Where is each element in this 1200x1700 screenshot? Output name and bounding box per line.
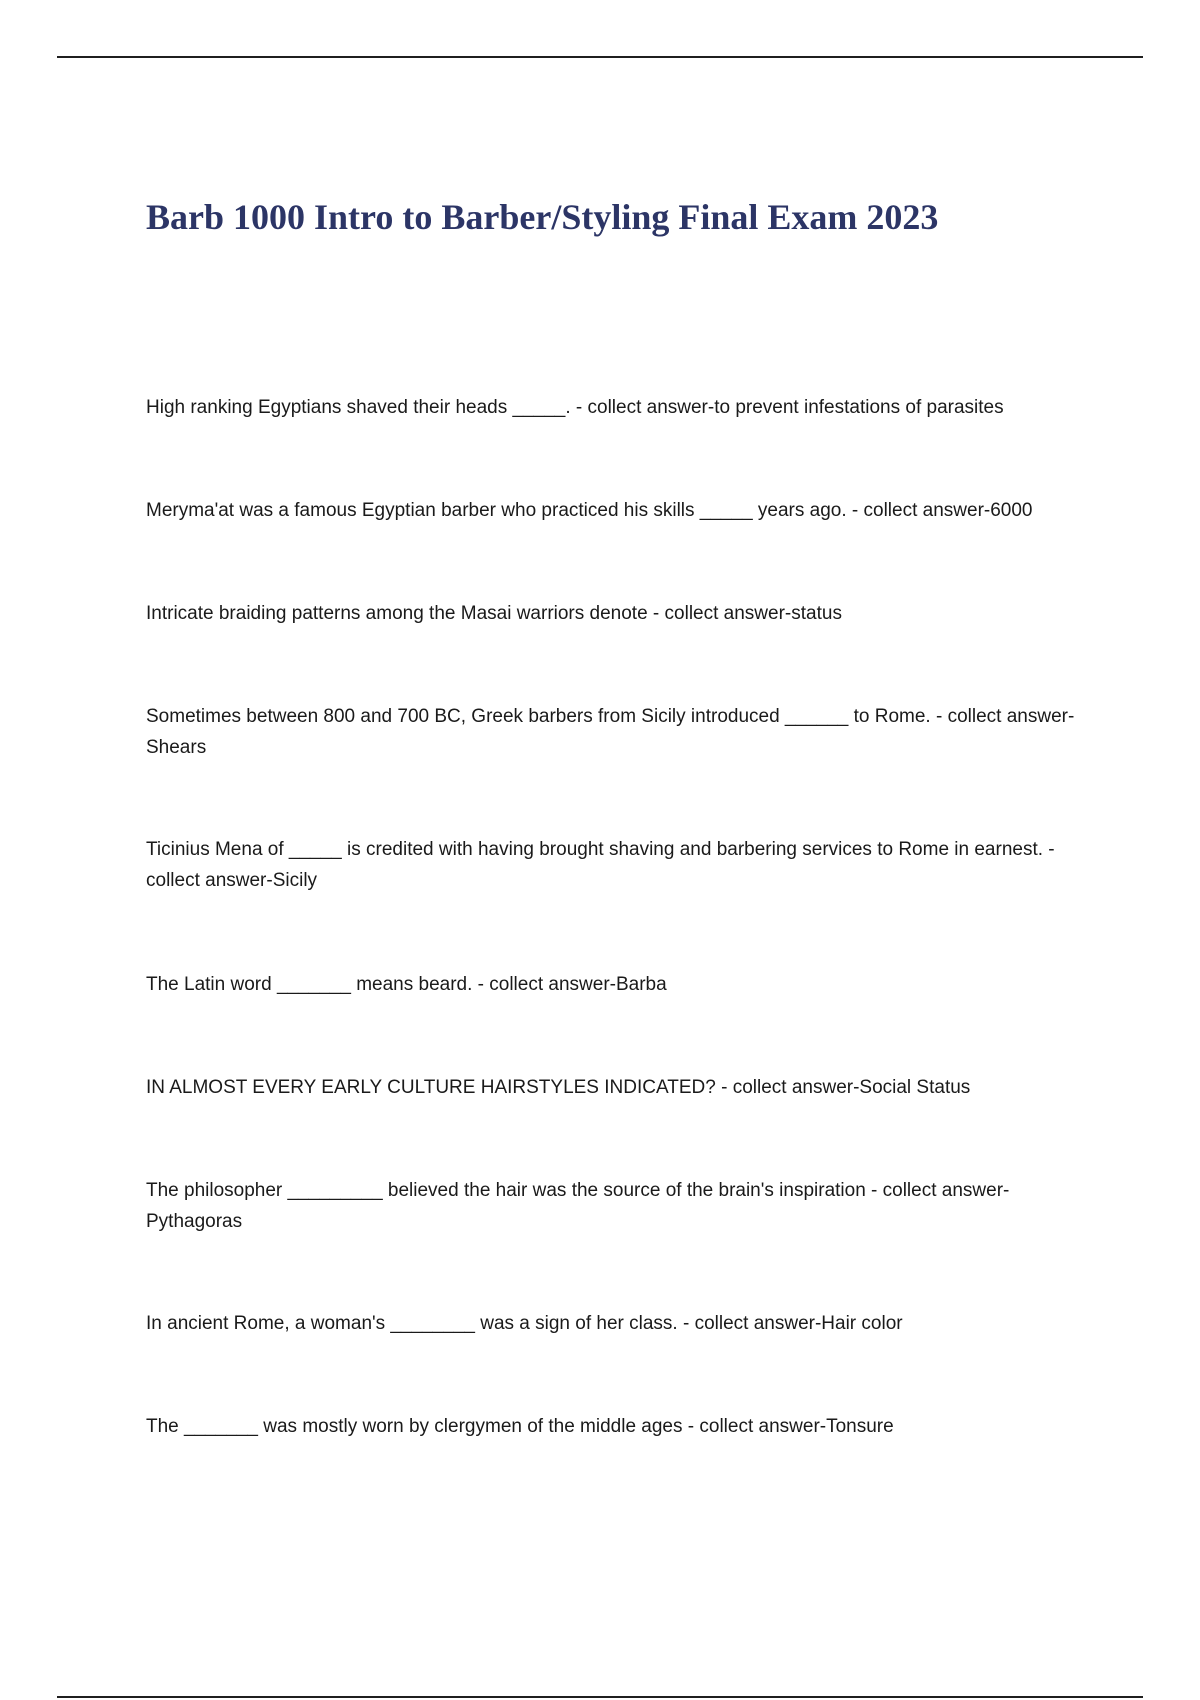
document-title: Barb 1000 Intro to Barber/Styling Final Exam 2023	[146, 197, 939, 237]
qa-item-4: Sometimes between 800 and 700 BC, Greek barbers from Sicily introduced ______ to Rome. - collect answer-Shears	[146, 706, 1075, 758]
qa-item-1: High ranking Egyptians shaved their heads _____. - collect answer-to prevent infestations of parasites	[146, 397, 1004, 418]
bottom-rule	[57, 1696, 1143, 1698]
qa-item-7: IN ALMOST EVERY EARLY CULTURE HAIRSTYLES INDICATED? - collect answer-Social Status	[146, 1077, 971, 1098]
qa-item-5: Ticinius Mena of _____ is credited with having brought shaving and barbering services to Rome in earnest. - collect answer-Sicily	[146, 839, 1055, 891]
top-rule	[57, 56, 1143, 58]
qa-item-6: The Latin word _______ means beard. - collect answer-Barba	[146, 974, 667, 995]
qa-item-9: In ancient Rome, a woman's ________ was a sign of her class. - collect answer-Hair color	[146, 1313, 903, 1334]
qa-item-8: The philosopher _________ believed the hair was the source of the brain's inspiration - collect answer-Pythagoras	[146, 1180, 1010, 1232]
qa-item-10: The _______ was mostly worn by clergymen of the middle ages - collect answer-Tonsure	[146, 1416, 894, 1437]
qa-item-3: Intricate braiding patterns among the Masai warriors denote - collect answer-status	[146, 603, 842, 624]
qa-item-2: Meryma'at was a famous Egyptian barber who practiced his skills _____ years ago. - collect answer-6000	[146, 500, 1033, 521]
